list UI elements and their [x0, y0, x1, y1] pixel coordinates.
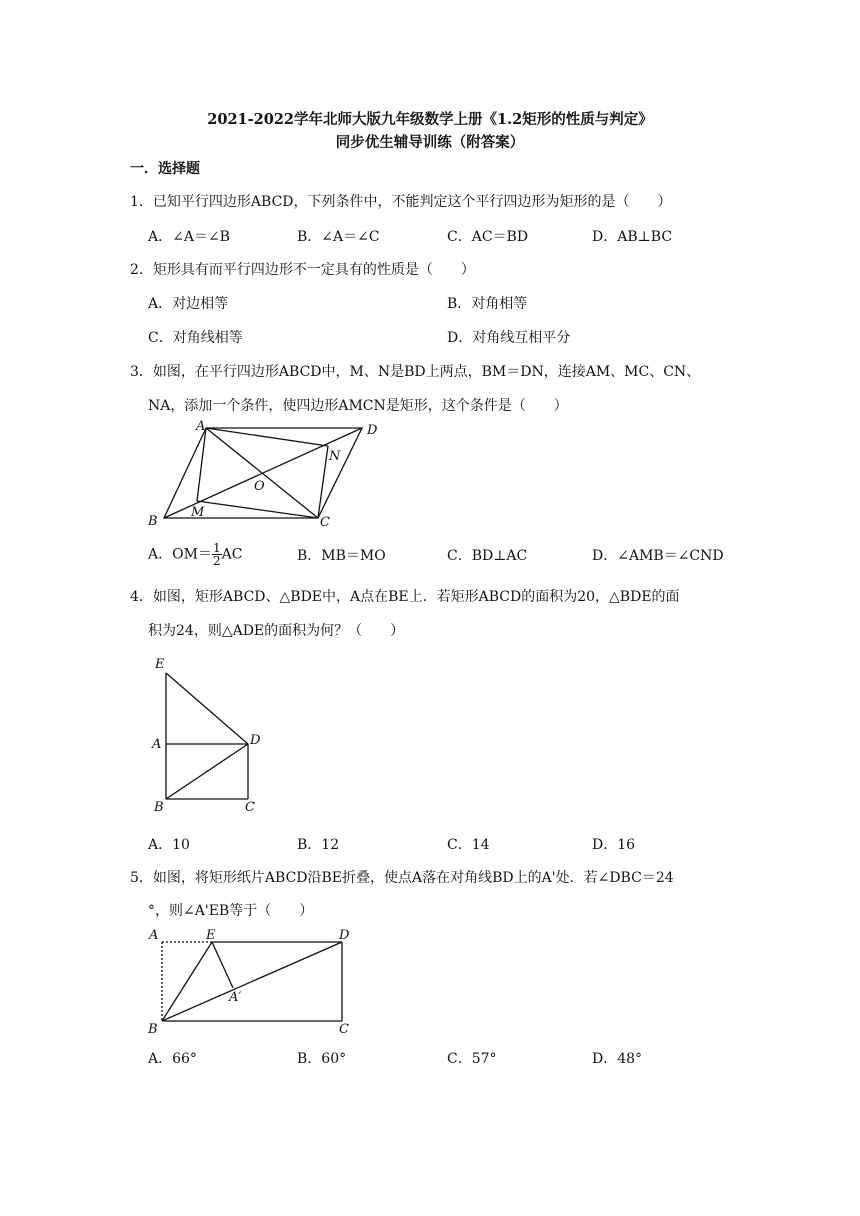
q3-label-o: O	[254, 479, 265, 494]
q2-option-d: D．对角线互相平分	[447, 330, 571, 346]
question-number: 5．	[130, 870, 153, 886]
q5-label-e: E	[206, 928, 216, 943]
q2-option-c: C．对角线相等	[148, 330, 243, 346]
question-number: 3．	[130, 364, 153, 380]
q3-option-b: B．MB＝MO	[297, 548, 386, 564]
fraction: $\frac{1}{2}$	[212, 541, 221, 568]
q5-label-a: A	[149, 928, 159, 943]
q4-label-b: B	[154, 800, 164, 815]
question-number: 4．	[130, 589, 153, 605]
q4-label-c: C	[245, 800, 255, 815]
q5-option-c: C．57°	[447, 1051, 497, 1067]
q3-label-d: D	[367, 423, 378, 438]
document-title-line2: 同步优生辅导训练（附答案）	[335, 134, 525, 151]
q2-option-a: A．对边相等	[148, 296, 229, 312]
q4-label-e: E	[155, 657, 165, 672]
q3-label-c: C	[320, 515, 330, 530]
question-3-line2: NA，添加一个条件，使四边形AMCN是矩形，这个条件是（ ）	[148, 398, 568, 414]
q4-option-c: C．14	[447, 837, 490, 853]
q1-option-b: B．∠A＝∠C	[297, 229, 380, 245]
q5-option-b: B．60°	[297, 1051, 347, 1067]
q4-option-a: A．10	[148, 837, 190, 853]
question-4-line2: 积为24，则△ADE的面积为何？（ ）	[148, 623, 405, 639]
q5-label-d: D	[339, 928, 350, 943]
question-text: 已知平行四边形ABCD，下列条件中，不能判定这个平行四边形为矩形的是（ ）	[152, 194, 672, 210]
q4-option-d: D．16	[592, 837, 636, 853]
q3-label-n: N	[329, 449, 341, 464]
q4-label-a: A	[152, 737, 162, 752]
q3-label-m: M	[191, 505, 205, 520]
question-number: 1．	[130, 194, 153, 210]
q5-label-b: B	[148, 1022, 158, 1037]
q1-option-a: A．∠A＝∠B	[148, 229, 230, 245]
q3-option-a: A．OM＝ $\frac{1}{2}$ AC	[148, 541, 243, 568]
question-text-line1: 如图，将矩形纸片ABCD沿BE折叠，使点A落在对角线BD上的A'处．若∠DBC＝24	[152, 870, 674, 886]
question-text-line1: 如图，矩形ABCD、△BDE中，A点在BE上．若矩形ABCD的面积为20，△BDE的面	[152, 589, 680, 605]
q3-option-d: D．∠AMB＝∠CND	[592, 548, 724, 564]
q2-option-b: B．对角相等	[447, 296, 528, 312]
q3-label-a: A	[196, 419, 206, 434]
q3-option-c: C．BD⊥AC	[447, 548, 528, 564]
question-5-line2: °，则∠A'EB等于（ ）	[148, 903, 314, 919]
question-text: 矩形具有而平行四边形不一定具有的性质是（ ）	[152, 262, 475, 278]
q5-option-a: A．66°	[148, 1051, 197, 1067]
q4-option-b: B．12	[297, 837, 340, 853]
q5-label-c: C	[339, 1022, 349, 1037]
question-text-line1: 如图，在平行四边形ABCD中，M、N是BD上两点，BM＝DN，连接AM、MC、CN、	[152, 364, 701, 380]
q1-option-d: D．AB⊥BC	[592, 229, 673, 245]
q3-label-b: B	[148, 514, 158, 529]
q1-option-c: C．AC＝BD	[447, 229, 529, 245]
document-title-line1: 2021-2022学年北师大版九年级数学上册《1.2矩形的性质与判定》	[207, 111, 653, 128]
q5-option-d: D．48°	[592, 1051, 643, 1067]
section-heading: 一．选择题	[130, 161, 200, 177]
q5-label-a-prime: A′	[229, 990, 242, 1005]
q4-label-d: D	[250, 733, 261, 748]
question-number: 2．	[130, 262, 153, 278]
